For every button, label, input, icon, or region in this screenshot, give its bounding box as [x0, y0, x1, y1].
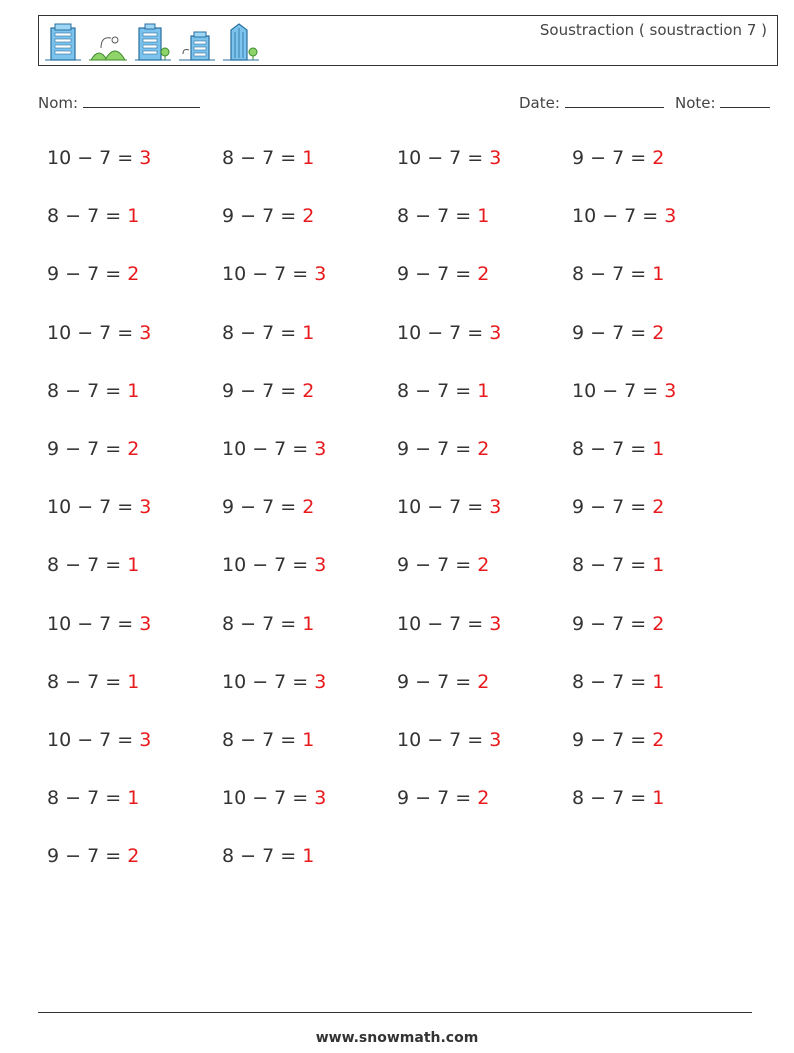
problem-answer: 1: [127, 554, 140, 577]
date-label: Date:: [519, 94, 560, 112]
problem-item: [222, 263, 326, 285]
problem-answer: 3: [139, 729, 152, 751]
problem-item: [47, 496, 151, 518]
problem-question: 10 − 7 =: [397, 321, 490, 344]
problem-item: [47, 205, 139, 227]
problem-answer: 3: [314, 263, 327, 286]
problem-answer: 1: [302, 729, 315, 751]
problem-item: [47, 438, 139, 460]
problem-question: 9 − 7 =: [47, 263, 128, 286]
problem-item: [397, 787, 489, 809]
problem-question: 9 − 7 =: [222, 205, 303, 228]
problem-answer: 1: [302, 147, 315, 169]
problem-question: 10 − 7 =: [572, 205, 665, 228]
problem-item: [572, 496, 664, 518]
problem-question: 8 − 7 =: [572, 787, 653, 810]
problem-item: [572, 671, 664, 693]
problem-question: 10 − 7 =: [47, 612, 140, 635]
score-blank[interactable]: [720, 93, 770, 108]
problem-item: [222, 496, 314, 518]
problem-question: 8 − 7 =: [47, 787, 128, 810]
problem-question: 8 − 7 =: [47, 670, 128, 693]
problem-question: 10 − 7 =: [397, 729, 490, 751]
problem-item: [222, 147, 314, 169]
problem-question: 10 − 7 =: [397, 612, 490, 635]
problem-item: [572, 205, 676, 227]
problem-item: [572, 613, 664, 635]
date-blank[interactable]: [565, 93, 664, 108]
problem-answer: 3: [489, 147, 502, 169]
problem-item: [572, 263, 664, 285]
problem-item: [222, 845, 314, 867]
problem-answer: 2: [477, 438, 490, 460]
problem-item: [47, 380, 139, 402]
problem-answer: 1: [652, 554, 665, 577]
problem-question: 8 − 7 =: [572, 670, 653, 693]
problem-question: 9 − 7 =: [397, 263, 478, 286]
date-field: [519, 93, 664, 112]
problem-question: 8 − 7 =: [572, 263, 653, 286]
problem-question: 10 − 7 =: [47, 321, 140, 344]
problem-answer: 3: [139, 496, 152, 519]
problem-item: [572, 787, 664, 809]
problem-item: [222, 205, 314, 227]
problem-item: [222, 438, 326, 460]
problem-answer: 2: [652, 612, 665, 635]
problem-answer: 3: [314, 554, 327, 577]
problem-answer: 2: [652, 321, 665, 344]
header-icons: [45, 22, 259, 62]
problem-answer: 1: [652, 670, 665, 693]
problem-answer: 3: [489, 729, 502, 751]
apartment-building-icon: [135, 22, 171, 62]
problem-question: 8 − 7 =: [222, 147, 303, 169]
problem-question: 8 − 7 =: [397, 379, 478, 402]
problem-question: 10 − 7 =: [397, 147, 490, 169]
problem-answer: 1: [477, 205, 490, 228]
problem-item: [572, 554, 664, 576]
problem-answer: 2: [652, 729, 665, 751]
problem-question: 8 − 7 =: [572, 554, 653, 577]
problem-item: [397, 729, 501, 751]
problem-item: [397, 671, 489, 693]
problem-question: 10 − 7 =: [222, 554, 315, 577]
problem-item: [47, 729, 151, 751]
problem-answer: 1: [477, 379, 490, 402]
problem-answer: 1: [302, 845, 315, 868]
problem-answer: 3: [314, 438, 327, 460]
problem-question: 9 − 7 =: [397, 787, 478, 810]
problem-item: [397, 438, 489, 460]
problem-question: 9 − 7 =: [572, 612, 653, 635]
problem-question: 8 − 7 =: [222, 612, 303, 635]
problem-question: 9 − 7 =: [397, 438, 478, 460]
problem-answer: 2: [302, 205, 315, 228]
problem-question: 8 − 7 =: [47, 554, 128, 577]
problem-question: 10 − 7 =: [47, 496, 140, 519]
problem-item: [397, 147, 501, 169]
problem-item: [397, 496, 501, 518]
problem-question: 9 − 7 =: [572, 729, 653, 751]
problem-item: [47, 147, 151, 169]
tower-building-icon: [223, 22, 259, 62]
problem-question: 8 − 7 =: [397, 205, 478, 228]
footer-url: www.snowmath.com: [315, 1030, 479, 1046]
problem-question: 9 − 7 =: [47, 845, 128, 868]
problem-answer: 1: [302, 321, 315, 344]
problem-item: [572, 380, 676, 402]
problem-item: [397, 322, 501, 344]
problem-answer: 2: [477, 554, 490, 577]
score-label: Note:: [675, 94, 716, 112]
problem-item: [222, 671, 326, 693]
problem-answer: 1: [652, 438, 665, 460]
problem-question: 9 − 7 =: [222, 379, 303, 402]
problem-answer: 1: [127, 379, 140, 402]
problem-item: [397, 263, 489, 285]
problem-question: 10 − 7 =: [572, 379, 665, 402]
problem-answer: 2: [477, 787, 490, 810]
name-field: [38, 93, 200, 112]
problem-question: 8 − 7 =: [222, 321, 303, 344]
problem-answer: 2: [652, 496, 665, 519]
problem-question: 8 − 7 =: [222, 845, 303, 868]
problem-item: [397, 613, 501, 635]
problem-answer: 2: [127, 438, 140, 460]
problem-answer: 1: [652, 263, 665, 286]
problem-question: 9 − 7 =: [572, 496, 653, 519]
problem-answer: 2: [477, 263, 490, 286]
problem-question: 10 − 7 =: [47, 729, 140, 751]
problem-answer: 2: [302, 379, 315, 402]
problem-question: 10 − 7 =: [397, 496, 490, 519]
problem-item: [47, 671, 139, 693]
problem-item: [222, 787, 326, 809]
header-box: [38, 15, 778, 66]
problem-item: [222, 613, 314, 635]
problem-question: 10 − 7 =: [222, 670, 315, 693]
problem-item: [222, 554, 326, 576]
problem-answer: 1: [652, 787, 665, 810]
problem-question: 9 − 7 =: [222, 496, 303, 519]
problem-answer: 3: [489, 321, 502, 344]
problem-question: 9 − 7 =: [397, 670, 478, 693]
problem-answer: 3: [489, 496, 502, 519]
problem-item: [47, 787, 139, 809]
problem-answer: 2: [302, 496, 315, 519]
problem-question: 10 − 7 =: [222, 787, 315, 810]
problem-question: 9 − 7 =: [572, 321, 653, 344]
problem-answer: 3: [314, 787, 327, 810]
name-blank[interactable]: [83, 93, 200, 108]
problem-answer: 1: [127, 787, 140, 810]
problem-item: [397, 554, 489, 576]
problem-answer: 3: [139, 612, 152, 635]
problem-answer: 3: [139, 147, 152, 169]
problem-answer: 1: [127, 205, 140, 228]
problem-item: [397, 380, 489, 402]
problem-question: 9 − 7 =: [47, 438, 128, 460]
footer-divider: [38, 1012, 752, 1013]
problem-item: [222, 729, 314, 751]
problem-answer: 2: [127, 263, 140, 286]
problem-question: 8 − 7 =: [47, 205, 128, 228]
problem-item: [47, 845, 139, 867]
problem-answer: 3: [664, 205, 677, 228]
problem-item: [222, 322, 314, 344]
problem-question: 10 − 7 =: [47, 147, 140, 169]
problem-question: 9 − 7 =: [397, 554, 478, 577]
score-field: [675, 93, 770, 112]
worksheet-title: Soustraction ( soustraction 7 ): [539, 21, 767, 39]
problem-item: [572, 729, 664, 751]
problem-question: 10 − 7 =: [222, 263, 315, 286]
problem-question: 8 − 7 =: [222, 729, 303, 751]
problem-item: [222, 380, 314, 402]
office-building-icon: [45, 22, 81, 62]
problem-answer: 1: [302, 612, 315, 635]
problem-answer: 3: [314, 670, 327, 693]
problem-answer: 1: [127, 670, 140, 693]
problem-item: [397, 205, 489, 227]
small-building-icon: [179, 22, 215, 62]
problem-question: 9 − 7 =: [572, 147, 653, 169]
park-trees-icon: [89, 22, 127, 62]
problem-item: [572, 438, 664, 460]
problem-item: [47, 322, 151, 344]
problem-answer: 3: [139, 321, 152, 344]
problem-item: [47, 263, 139, 285]
problem-answer: 2: [477, 670, 490, 693]
problem-answer: 2: [652, 147, 665, 169]
problem-item: [47, 554, 139, 576]
problem-answer: 3: [664, 379, 677, 402]
problem-item: [47, 613, 151, 635]
problem-answer: 2: [127, 845, 140, 868]
problem-question: 8 − 7 =: [572, 438, 653, 460]
problem-question: 8 − 7 =: [47, 379, 128, 402]
problem-item: [572, 322, 664, 344]
problem-answer: 3: [489, 612, 502, 635]
problem-question: 10 − 7 =: [222, 438, 315, 460]
name-label: Nom:: [38, 94, 79, 112]
problem-item: [572, 147, 664, 169]
